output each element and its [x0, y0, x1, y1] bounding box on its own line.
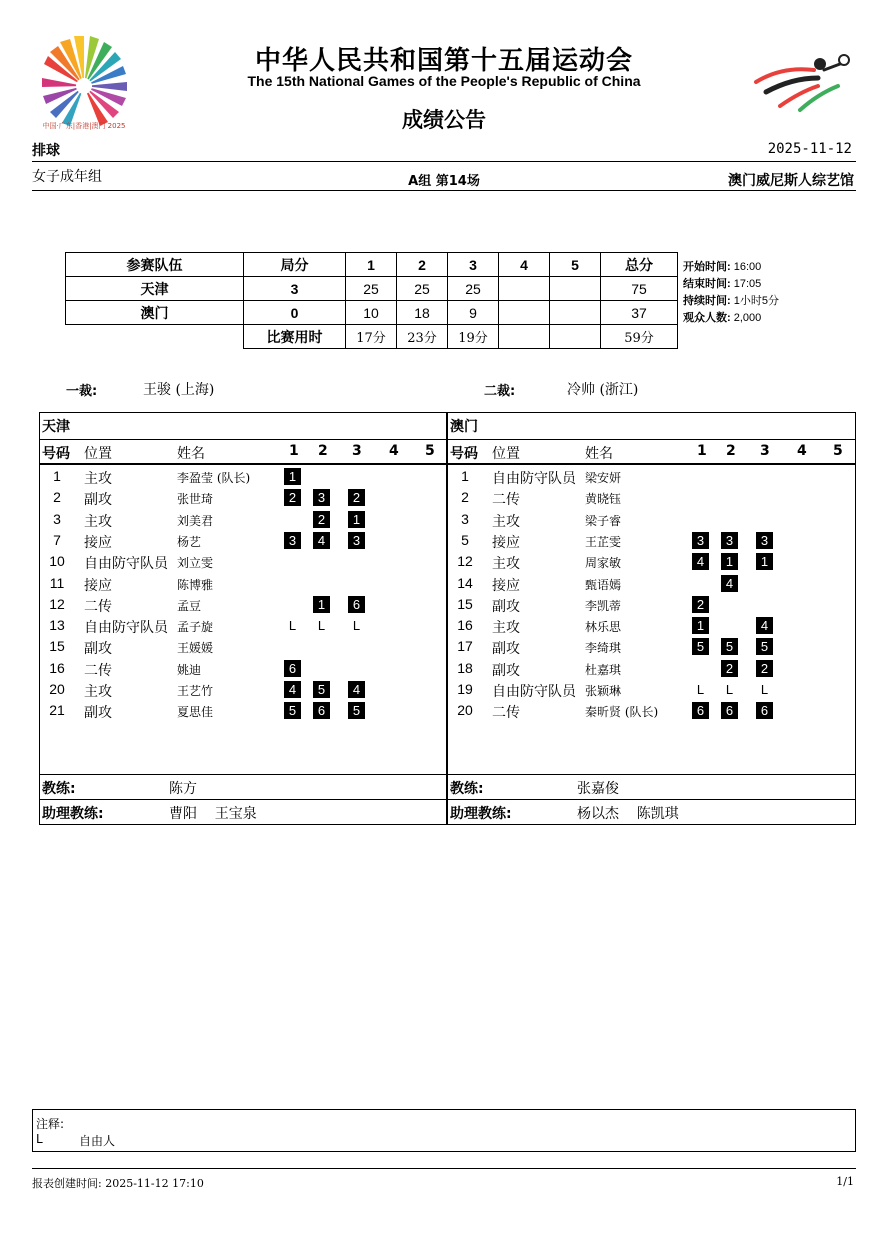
col-set-4: 4 — [499, 253, 550, 277]
player-name: 张颖琳 — [585, 684, 622, 698]
player-position: 副攻 — [84, 641, 112, 658]
col-total: 总分 — [601, 253, 678, 277]
player-row — [40, 594, 446, 615]
starting-rotation-cell: 1 — [313, 596, 330, 613]
starting-rotation-cell: 3 — [721, 532, 738, 549]
report-date: 2025-11-12 — [767, 141, 852, 157]
col-header-position: 位置 — [84, 446, 112, 462]
score-header-row — [66, 253, 678, 277]
match-info-item: 结束时间: 17:05 — [683, 278, 762, 290]
player-name: 夏思佳 — [177, 705, 214, 720]
col-header-set-4: 4 — [797, 443, 807, 459]
player-position: 副攻 — [84, 492, 112, 509]
col-set-1: 1 — [346, 253, 397, 277]
starting-rotation-cell: 6 — [756, 702, 773, 719]
set-score — [550, 277, 601, 301]
player-row — [448, 509, 855, 530]
player-position: 自由防守队员 — [492, 471, 576, 487]
player-name: 刘美君 — [177, 513, 214, 528]
player-number: 2 — [53, 489, 61, 506]
starting-rotation-cell: 5 — [692, 638, 709, 655]
player-position: 副攻 — [492, 662, 520, 679]
col-header-set-1: 1 — [289, 443, 299, 459]
venue: 澳门威尼斯人综艺馆 — [728, 173, 854, 189]
player-row — [40, 658, 446, 679]
player-number: 10 — [49, 553, 65, 570]
set-duration: 23分 — [397, 325, 448, 349]
set-duration — [499, 325, 550, 349]
starting-rotation-cell: 5 — [348, 702, 365, 719]
player-row — [40, 615, 446, 636]
player-number: 19 — [457, 681, 473, 697]
set-score — [550, 301, 601, 325]
team-name: 澳门 — [66, 301, 244, 325]
player-number: 20 — [457, 702, 473, 719]
col-set-3: 3 — [448, 253, 499, 277]
score-table — [65, 252, 678, 349]
set-score: 25 — [397, 277, 448, 301]
player-number: 21 — [49, 702, 65, 719]
col-header-set-5: 5 — [833, 443, 843, 459]
player-row — [448, 615, 855, 636]
player-number: 3 — [461, 510, 469, 527]
starting-rotation-cell: 4 — [348, 681, 365, 698]
starting-rotation-cell: 6 — [284, 660, 301, 677]
page-number: 1/1 — [836, 1175, 854, 1188]
col-header-name: 姓名 — [585, 446, 613, 462]
col-header-set-1: 1 — [697, 443, 707, 459]
total-score: 37 — [601, 301, 678, 325]
set-duration: 19分 — [448, 325, 499, 349]
duration-label: 比赛用时 — [244, 325, 346, 349]
player-row — [40, 679, 446, 700]
header-divider — [32, 161, 856, 162]
coach-label: 教练: — [450, 781, 484, 797]
starting-rotation-cell: 4 — [313, 532, 330, 549]
player-row — [40, 509, 446, 530]
starting-rotation-cell: 6 — [692, 702, 709, 719]
player-number: 13 — [49, 617, 65, 634]
team-title: 天津 — [42, 419, 70, 435]
starting-rotation-cell: 2 — [348, 489, 365, 506]
col-header-set-5: 5 — [425, 443, 435, 459]
starting-rotation-cell: 6 — [721, 702, 738, 719]
player-name: 周家敏 — [585, 556, 622, 571]
starting-rotation-cell: 4 — [721, 575, 738, 592]
set-score: 25 — [448, 277, 499, 301]
sets-won: 3 — [244, 277, 346, 301]
col-header-set-3: 3 — [760, 443, 770, 459]
player-row — [448, 636, 855, 657]
col-sets: 局分 — [244, 253, 346, 277]
match-info-item: 持续时间: 1小时5分 — [683, 295, 779, 307]
starting-rotation-cell: 3 — [313, 489, 330, 506]
player-number: 18 — [457, 659, 473, 676]
score-row — [66, 277, 678, 301]
team-name: 天津 — [66, 277, 244, 301]
player-position: 副攻 — [492, 641, 520, 658]
starting-rotation-cell: 2 — [692, 596, 709, 613]
player-position: 主攻 — [84, 471, 112, 487]
starting-rotation-cell: 4 — [692, 553, 709, 570]
player-name: 秦昕贤 (队长) — [585, 705, 659, 720]
player-number: 7 — [53, 531, 61, 548]
player-position: 主攻 — [84, 513, 112, 530]
team-panel-macao — [447, 412, 856, 825]
starting-rotation-cell: 6 — [313, 702, 330, 719]
player-position: 二传 — [492, 705, 520, 722]
player-name: 梁安妍 — [585, 471, 622, 485]
notes-key: L — [36, 1132, 43, 1146]
player-name: 杜嘉琪 — [585, 662, 622, 677]
games-title-cn: 中华人民共和国第十五届运动会 — [254, 46, 633, 76]
col-header-set-2: 2 — [726, 443, 736, 459]
starting-rotation-cell: 1 — [692, 617, 709, 634]
logo-caption: 中国·广东|香港|澳门 2025 — [42, 122, 126, 130]
player-position: 自由防守队员 — [84, 556, 168, 573]
player-position: 接应 — [492, 577, 520, 594]
player-position: 二传 — [84, 662, 112, 679]
set-score: 25 — [346, 277, 397, 301]
player-row — [40, 636, 446, 657]
header-divider-2 — [32, 190, 856, 191]
player-number: 20 — [49, 681, 65, 697]
starting-rotation-cell: 2 — [313, 511, 330, 528]
libero-marker: L — [725, 682, 734, 697]
score-row — [66, 301, 678, 325]
player-number: 15 — [49, 638, 65, 655]
starting-rotation-cell: 5 — [756, 638, 773, 655]
player-position: 自由防守队员 — [492, 684, 576, 700]
player-name: 梁子睿 — [585, 513, 622, 528]
footer-divider — [32, 1168, 856, 1169]
assistant-coach-label: 助理教练: — [450, 806, 512, 822]
player-name: 杨艺 — [177, 534, 202, 549]
report-created-time: 报表创建时间: 2025-11-12 17:10 — [32, 1177, 204, 1190]
starting-rotation-cell: 1 — [756, 553, 773, 570]
player-number: 12 — [457, 553, 473, 570]
player-row — [40, 700, 446, 721]
player-row — [40, 551, 446, 572]
coach-name: 陈方 — [169, 781, 197, 797]
player-number: 16 — [49, 659, 65, 676]
player-row — [448, 551, 855, 572]
starting-rotation-cell: 3 — [348, 532, 365, 549]
col-set-2: 2 — [397, 253, 448, 277]
coach-label: 教练: — [42, 781, 76, 797]
col-header-set-2: 2 — [318, 443, 328, 459]
starting-rotation-cell: 1 — [348, 511, 365, 528]
player-row — [448, 594, 855, 615]
player-name: 李凯蒂 — [585, 598, 622, 613]
player-position: 接应 — [84, 534, 112, 551]
player-number: 1 — [53, 468, 61, 484]
starting-rotation-cell: 3 — [284, 532, 301, 549]
player-name: 甄语嫣 — [585, 577, 622, 592]
first-referee: 王骏 (上海) — [143, 382, 215, 398]
starting-rotation-cell: 2 — [721, 660, 738, 677]
player-name: 孟豆 — [177, 598, 202, 613]
starting-rotation-cell: 3 — [692, 532, 709, 549]
libero-marker: L — [317, 618, 326, 634]
player-name: 王媛媛 — [177, 641, 214, 656]
player-number: 2 — [461, 489, 469, 506]
player-position: 主攻 — [492, 556, 520, 573]
notes-desc: 自由人 — [79, 1134, 116, 1148]
set-score: 9 — [448, 301, 499, 325]
assistant-coaches: 杨以杰 陈凯琪 — [577, 806, 679, 822]
player-position: 主攻 — [84, 684, 112, 700]
player-number: 11 — [49, 574, 65, 591]
player-name: 张世琦 — [177, 492, 214, 507]
set-score: 18 — [397, 301, 448, 325]
col-header-name: 姓名 — [177, 446, 205, 462]
sets-won: 0 — [244, 301, 346, 325]
player-row — [448, 487, 855, 508]
player-row — [40, 530, 446, 551]
col-header-set-4: 4 — [389, 443, 399, 459]
player-position: 副攻 — [84, 705, 112, 722]
player-name: 孟子旋 — [177, 620, 214, 635]
games-title-en: The 15th National Games of the People's Republic of China — [247, 73, 641, 89]
second-referee-label: 二裁: — [484, 384, 516, 399]
player-position: 主攻 — [492, 513, 520, 530]
assistant-coach-label: 助理教练: — [42, 806, 104, 822]
team-title: 澳门 — [450, 419, 478, 435]
category: 女子成年组 — [32, 169, 102, 185]
player-row — [448, 573, 855, 594]
player-position: 主攻 — [492, 620, 520, 637]
notes-box — [32, 1109, 856, 1152]
player-row — [448, 466, 855, 487]
player-number: 17 — [457, 638, 473, 655]
match-info-item: 开始时间: 16:00 — [683, 261, 762, 273]
starting-rotation-cell: 6 — [348, 596, 365, 613]
starting-rotation-cell: 4 — [284, 681, 301, 698]
libero-marker: L — [288, 618, 297, 634]
player-row — [448, 530, 855, 551]
team-panel-tianjin — [39, 412, 447, 825]
assistant-coaches: 曹阳 王宝泉 — [169, 806, 257, 822]
player-position: 接应 — [492, 534, 520, 551]
player-row — [40, 487, 446, 508]
notes-label: 注释: — [36, 1117, 65, 1131]
col-team: 参赛队伍 — [66, 253, 244, 277]
player-number: 12 — [49, 595, 65, 612]
starting-rotation-cell: 2 — [756, 660, 773, 677]
sport-name: 排球 — [32, 143, 60, 159]
player-position: 接应 — [84, 577, 112, 594]
set-score — [499, 301, 550, 325]
player-number: 16 — [457, 617, 473, 634]
player-position: 二传 — [492, 492, 520, 509]
libero-marker: L — [696, 682, 705, 697]
player-position: 副攻 — [492, 598, 520, 615]
player-row — [448, 700, 855, 721]
starting-rotation-cell: 5 — [284, 702, 301, 719]
first-referee-label: 一裁: — [66, 384, 98, 399]
total-score: 75 — [601, 277, 678, 301]
player-number: 1 — [461, 468, 469, 484]
starting-rotation-cell: 2 — [284, 489, 301, 506]
starting-rotation-cell: 3 — [756, 532, 773, 549]
player-row — [448, 658, 855, 679]
match-number: A组 第14场 — [408, 174, 480, 189]
player-name: 刘立雯 — [177, 556, 214, 571]
player-name: 黄晓钰 — [585, 492, 622, 507]
starting-rotation-cell: 1 — [284, 468, 301, 485]
match-info-item: 观众人数: 2,000 — [683, 312, 762, 324]
player-number: 15 — [457, 595, 473, 612]
starting-rotation-cell: 5 — [721, 638, 738, 655]
player-name: 王艺竹 — [177, 684, 214, 698]
player-name: 林乐思 — [585, 620, 622, 635]
player-number: 3 — [53, 510, 61, 527]
starting-rotation-cell: 5 — [313, 681, 330, 698]
total-duration: 59分 — [601, 325, 678, 349]
report-title: 成绩公告 — [402, 108, 486, 132]
col-header-number: 号码 — [450, 446, 478, 462]
coach-name: 张嘉俊 — [577, 781, 619, 797]
duration-row — [66, 325, 678, 349]
player-name: 王芷雯 — [585, 534, 622, 549]
player-name: 陈博雅 — [177, 577, 214, 592]
player-number: 14 — [457, 574, 473, 591]
player-name: 李盈莹 (队长) — [177, 471, 251, 485]
col-header-set-3: 3 — [352, 443, 362, 459]
set-score: 10 — [346, 301, 397, 325]
match-info — [683, 259, 779, 327]
starting-rotation-cell: 4 — [756, 617, 773, 634]
player-position: 自由防守队员 — [84, 620, 168, 637]
player-name: 姚迪 — [177, 662, 202, 677]
set-duration — [550, 325, 601, 349]
set-duration: 17分 — [346, 325, 397, 349]
player-row — [40, 573, 446, 594]
player-position: 二传 — [84, 598, 112, 615]
second-referee: 冷帅 (浙江) — [567, 382, 639, 398]
libero-marker: L — [352, 618, 361, 634]
player-name: 李绮琪 — [585, 641, 622, 656]
player-row — [40, 466, 446, 487]
col-header-position: 位置 — [492, 446, 520, 462]
col-set-5: 5 — [550, 253, 601, 277]
starting-rotation-cell: 1 — [721, 553, 738, 570]
player-number: 5 — [461, 531, 469, 548]
libero-marker: L — [760, 682, 769, 697]
col-header-number: 号码 — [42, 446, 70, 462]
set-score — [499, 277, 550, 301]
player-row — [448, 679, 855, 700]
